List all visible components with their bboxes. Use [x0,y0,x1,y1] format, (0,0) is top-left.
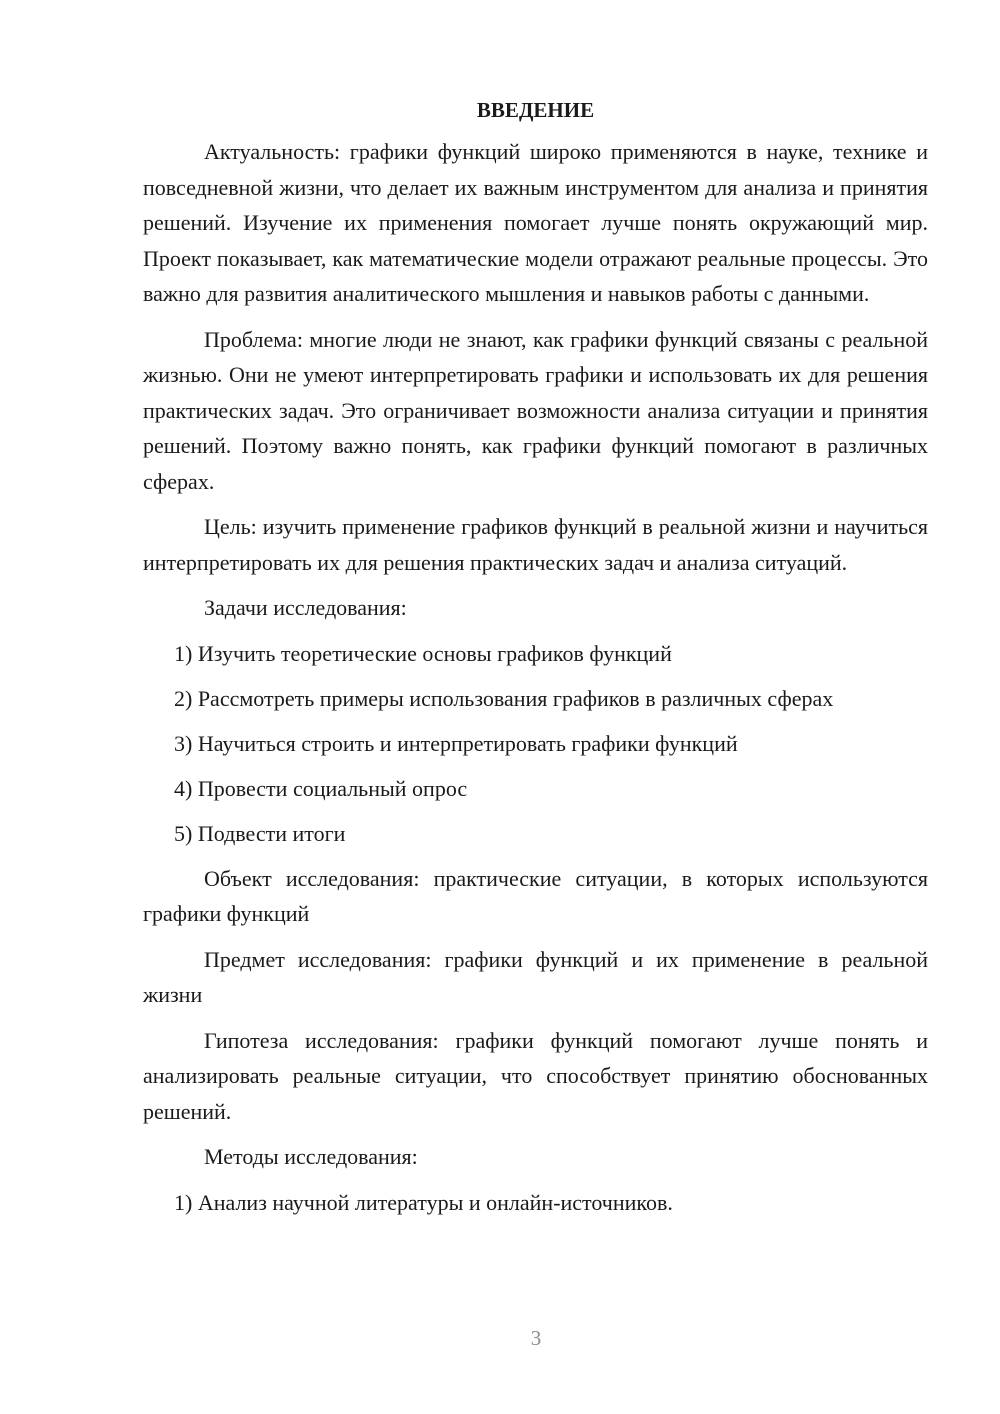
tasks-heading: Задачи исследования: [204,595,407,620]
tasks-list [143,636,928,851]
document-page [143,96,928,1230]
problem-paragraph: Проблема: многие люди не знают, как графики функций связаны с реальной жизнью. Они не умеют интерпретировать графики и использовать их для решения практических задач. Это ограничивает возможности анализа ситуации и принятия решений. Поэтому важно понять, как графики функций помогают в различных сферах. [143,326,928,494]
page-number: 3 [530,1326,542,1350]
list-item: 1) Анализ научной литературы и онлайн-источников. [174,1189,673,1215]
goal-paragraph: Цель: изучить применение графиков функций в реальной жизни и научиться интерпретировать их для решения практических задач и анализа ситуаций. [143,514,928,575]
list-item: 1) Изучить теоретические основы графиков функций [174,640,672,666]
list-item: 5) Подвести итоги [174,820,346,846]
hypothesis-paragraph: Гипотеза исследования: графики функций помогают лучше понять и анализировать реальные ситуации, что способствует принятию обоснованных решений. [143,1027,928,1124]
list-item: 2) Рассмотреть примеры использования графиков в различных сферах [174,685,834,711]
methods-heading: Методы исследования: [204,1144,418,1169]
methods-list [143,1185,928,1220]
relevance-paragraph: Актуальность: графики функций широко применяются в науке, технике и повседневной жизни, что делает их важным инструментом для анализа и принятия решений. Изучение их применения помогает лучше понять окружающий мир. Проект показывает, как математические модели отражают реальные процессы. Это важно для развития аналитического мышления и навыков работы с данными. [143,139,928,306]
page-title: ВВЕДЕНИЕ [476,98,595,122]
subject-paragraph: Предмет исследования: графики функций и их применение в реальной жизни [143,946,928,1007]
list-item: 4) Провести социальный опрос [174,775,468,801]
object-paragraph: Объект исследования: практические ситуации, в которых используются графики функций [143,865,928,926]
list-item: 3) Научиться строить и интерпретировать графики функций [174,730,738,756]
